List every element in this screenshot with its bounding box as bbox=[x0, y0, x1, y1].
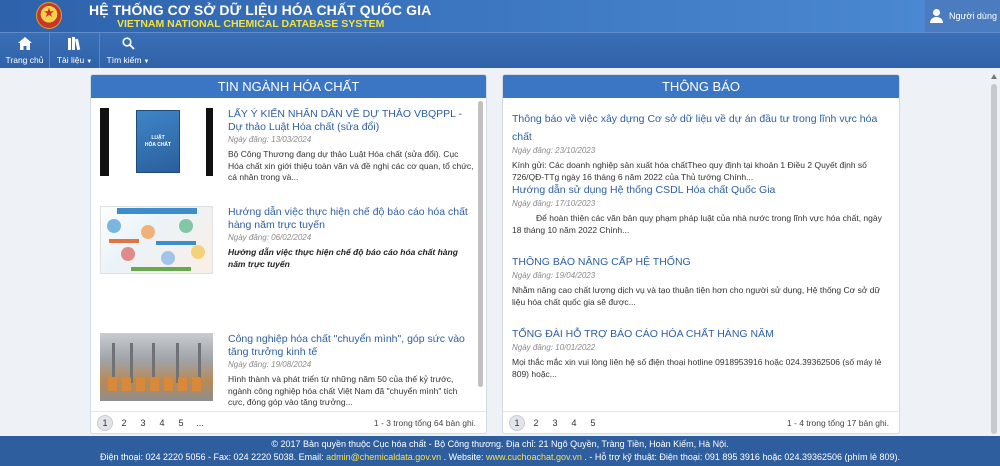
notice-title-link[interactable]: Thông báo về việc xây dựng Cơ sở dữ liệu về dự án đầu tư trong lĩnh vực hóa chất bbox=[512, 113, 878, 143]
site-footer bbox=[0, 436, 1000, 466]
news-description: Bộ Công Thương đang dự thảo Luật Hóa chất (sửa đổi). Cục Hóa chất xin giới thiệu toàn văn và đề nghị các cơ quan, tổ chức, cá nhân trong và... bbox=[228, 149, 474, 182]
news-thumbnail[interactable] bbox=[100, 108, 213, 176]
news-title-link[interactable]: Hướng dẫn việc thực hiện chế độ báo cáo hóa chất hàng năm trực tuyến bbox=[228, 206, 468, 231]
notice-description: Nhằm nâng cao chất lượng dịch vụ và tạo thuận tiện hơn cho người sử dụng, Hệ thống Cơ sở dữ liệu hóa chất quốc gia sẽ được... bbox=[512, 285, 881, 307]
notice-description: Mọi thắc mắc xin vui lòng liên hệ số điện thoại hotline 0918953916 hoặc 024.39362506 (số máy lẻ 809) hoặc... bbox=[512, 357, 882, 379]
news-panel bbox=[90, 74, 487, 434]
news-panel-title: TIN NGÀNH HÓA CHẤT bbox=[91, 75, 486, 98]
notice-item bbox=[512, 109, 890, 183]
footer-phone: Điện thoại: 024 2220 5056 - Fax: 024 2220 5038. Email: bbox=[99, 452, 327, 462]
page-button-3[interactable]: 3 bbox=[140, 418, 146, 428]
notice-item bbox=[512, 252, 890, 308]
user-label: Người dùng bbox=[949, 11, 997, 21]
page-button-4[interactable]: 4 bbox=[571, 418, 577, 428]
page-button-2[interactable]: 2 bbox=[533, 418, 539, 428]
book-text: LUẬT bbox=[151, 135, 165, 141]
pagination-info: 1 - 3 trong tổng 64 bản ghi. bbox=[373, 418, 476, 428]
user-icon bbox=[930, 9, 943, 23]
page-button-1[interactable]: 1 bbox=[97, 415, 113, 431]
pagination-info: 1 - 4 trong tổng 17 bản ghi. bbox=[786, 418, 889, 428]
site-header bbox=[0, 0, 1000, 32]
notice-date: Ngày đăng: 10/01/2022 bbox=[512, 343, 596, 352]
notice-title-link[interactable]: TỔNG ĐÀI HỖ TRỢ BÁO CÁO HÓA CHẤT HÀNG NĂM bbox=[512, 328, 774, 340]
page-button-more[interactable]: ... bbox=[196, 418, 204, 428]
news-thumbnail[interactable] bbox=[100, 206, 213, 274]
footer-website-link[interactable]: www.cuchoachat.gov.vn bbox=[486, 452, 582, 462]
scroll-up-icon[interactable] bbox=[991, 74, 997, 79]
national-emblem-icon bbox=[36, 2, 62, 29]
nav-home-label: Trang chủ bbox=[5, 54, 44, 65]
news-title-link[interactable]: Công nghiệp hóa chất "chuyển mình", góp sức vào tăng trưởng kinh tế bbox=[228, 333, 465, 358]
nav-documents-label: Tài liệu bbox=[56, 54, 85, 65]
footer-copyright: © 2017 Bản quyền thuộc Cục hóa chất - Bộ Công thương. Địa chỉ: 21 Ngô Quyền, Tràng Tiền, Hoàn Kiếm, Hà Nội. bbox=[271, 439, 729, 449]
user-menu-button[interactable] bbox=[925, 0, 1000, 32]
page-button-4[interactable]: 4 bbox=[159, 418, 165, 428]
news-scrollbar[interactable] bbox=[478, 101, 483, 387]
site-title: HỆ THỐNG CƠ SỞ DỮ LIỆU HÓA CHẤT QUỐC GIA bbox=[89, 2, 432, 18]
news-thumbnail[interactable] bbox=[100, 333, 213, 401]
nav-documents[interactable] bbox=[50, 33, 100, 68]
page-button-3[interactable]: 3 bbox=[552, 418, 558, 428]
page-scrollbar[interactable] bbox=[991, 74, 997, 434]
books-icon bbox=[68, 37, 82, 51]
news-date: Ngày đăng: 19/08/2024 bbox=[228, 360, 312, 369]
news-scroll-thumb[interactable] bbox=[478, 101, 483, 387]
notice-date: Ngày đăng: 23/10/2023 bbox=[512, 146, 596, 155]
site-subtitle: VIETNAM NATIONAL CHEMICAL DATABASE SYSTEM bbox=[117, 18, 385, 30]
nav-home[interactable] bbox=[0, 33, 50, 68]
chevron-down-icon: ▼ bbox=[143, 58, 150, 65]
notice-title-link[interactable]: THÔNG BÁO NÂNG CẤP HỆ THỐNG bbox=[512, 256, 691, 268]
news-description: Hình thành và phát triển từ những năm 50 của thế kỷ trước, ngành công nghiệp hóa chất Việt Nam đã "chuyển mình" tích cực, đóng góp vào tăng trưởng... bbox=[228, 374, 458, 407]
chevron-down-icon: ▼ bbox=[86, 58, 93, 65]
notice-description: Kính gửi: Các doanh nghiệp sản xuất hóa chấtTheo quy định tại khoản 1 Điều 2 Quyết định số 726/QĐ-TTg ngày 16 tháng 6 năm 2022 của Thủ tướng Chính... bbox=[512, 160, 867, 182]
page-button-5[interactable]: 5 bbox=[178, 418, 184, 428]
nav-search-label: Tìm kiếm bbox=[106, 54, 142, 65]
notice-item bbox=[512, 324, 890, 380]
notice-panel bbox=[502, 74, 900, 434]
news-description: Hướng dẫn việc thực hiện chế độ báo cáo hóa chất hàng năm trực tuyến bbox=[228, 247, 458, 269]
notice-panel-title: THÔNG BÁO bbox=[503, 75, 899, 98]
notice-pagination bbox=[503, 411, 899, 434]
page-button-5[interactable]: 5 bbox=[590, 418, 596, 428]
footer-email-link[interactable]: admin@chemicaldata.gov.vn bbox=[326, 452, 442, 462]
news-date: Ngày đăng: 06/02/2024 bbox=[228, 233, 312, 242]
home-icon bbox=[18, 37, 32, 51]
news-date: Ngày đăng: 13/03/2024 bbox=[228, 135, 312, 144]
search-icon bbox=[122, 37, 135, 51]
page-button-2[interactable]: 2 bbox=[121, 418, 127, 428]
footer-website-prefix: . Website: bbox=[441, 452, 487, 462]
news-title-link[interactable]: LẤY Ý KIẾN NHÂN DÂN VỀ DỰ THẢO VBQPPL - Dự thảo Luật Hóa chất (sửa đổi) bbox=[228, 108, 463, 133]
notice-description: Để hoàn thiện các văn bản quy phạm pháp luật của nhà nước trong lĩnh vực hóa chất, ngày 18 tháng 10 năm 2022 Chính... bbox=[512, 213, 882, 235]
notice-item bbox=[512, 180, 890, 236]
page-button-1[interactable]: 1 bbox=[509, 415, 525, 431]
news-pagination bbox=[91, 411, 486, 434]
footer-contact bbox=[0, 452, 1000, 462]
main-nav bbox=[0, 32, 1000, 68]
page-scroll-thumb[interactable] bbox=[991, 84, 997, 434]
book-text: HÓA CHẤT bbox=[144, 142, 172, 148]
footer-support: . - Hỗ trợ kỹ thuật: Điện thoại: 091 895 3916 hoặc 024.39362506 (phím lẻ 809). bbox=[581, 452, 901, 462]
nav-search[interactable] bbox=[100, 33, 156, 68]
law-book-image bbox=[136, 110, 180, 173]
notice-date: Ngày đăng: 19/04/2023 bbox=[512, 271, 596, 280]
notice-title-link[interactable]: Hướng dẫn sử dụng Hệ thống CSDL Hóa chất Quốc Gia bbox=[512, 184, 776, 196]
notice-date: Ngày đăng: 17/10/2023 bbox=[512, 199, 596, 208]
